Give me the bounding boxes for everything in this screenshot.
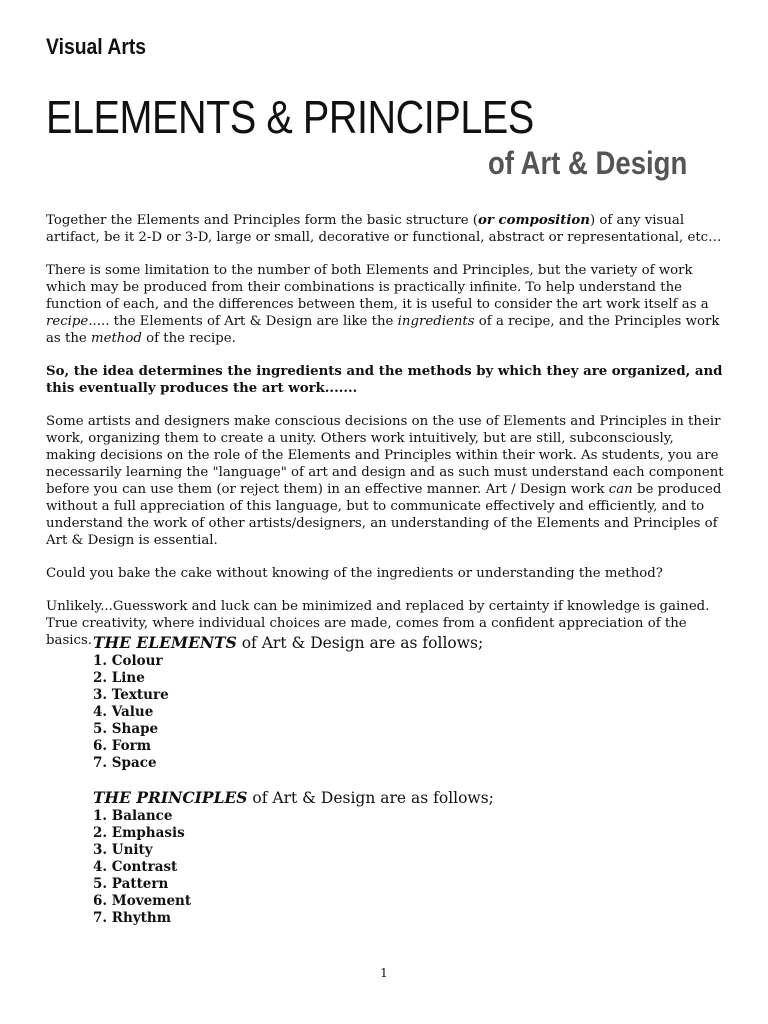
list-item: 1. Colour <box>93 653 163 669</box>
list-item: 2. Emphasis <box>93 825 185 841</box>
paragraph-3-bold: So, the idea determines the ingredients and the methods by which they are organized, and this eventually produces the art work....... <box>46 364 723 396</box>
paragraph-1 <box>46 212 726 246</box>
list-item: 5. Pattern <box>93 876 169 892</box>
header-label: Visual Arts <box>46 34 147 59</box>
paragraph-3 <box>46 363 726 397</box>
paragraph-1-emphasis: or composition <box>477 213 590 228</box>
paragraph-1-text-a: Together the Elements and Principles form the basic structure ( <box>46 213 478 228</box>
principles-heading-rest: of Art & Design are as follows; <box>247 789 494 807</box>
page-subtitle: of Art & Design <box>488 145 688 181</box>
principles-list <box>93 808 693 927</box>
body-text <box>46 212 726 665</box>
list-item: 6. Movement <box>93 893 192 909</box>
list-item: 7. Space <box>93 755 157 771</box>
paragraph-4 <box>46 413 726 549</box>
paragraph-2-emphasis-ingredients: ingredients <box>397 314 475 329</box>
paragraph-5: Could you bake the cake without knowing of the ingredients or understanding the method? <box>46 566 663 581</box>
paragraph-1-text-b: ) of any visual artifact, be it 2-D or 3-D, large or small, decorative or functional, abstract or representational, etc… <box>46 213 722 245</box>
list-item: 3. Unity <box>93 842 153 858</box>
paragraph-4-text-b: be produced without a full appreciation of this language, but to communicate effectively and efficiently, and to understand the work of other artists/designers, an understanding of the Elements and Principles of Art & Design is essential. <box>46 482 722 548</box>
list-item: 7. Rhythm <box>93 910 172 926</box>
paragraph-6: Unlikely...Guesswork and luck can be minimized and replaced by certainty if knowledge is gained. True creativity, where individual choices are made, comes from a confident appreciation of the basics. <box>46 599 710 648</box>
page-number: 1 <box>380 966 388 980</box>
lists-section <box>93 633 693 943</box>
list-item: 3. Texture <box>93 687 169 703</box>
elements-heading-emphasis: THE ELEMENTS <box>93 633 237 652</box>
principles-heading-emphasis: THE PRINCIPLES <box>93 788 248 807</box>
elements-heading-rest: of Art & Design are as follows; <box>236 634 484 652</box>
list-item: 5. Shape <box>93 721 159 737</box>
list-item: 4. Contrast <box>93 859 178 875</box>
elements-list <box>93 653 693 772</box>
paragraph-2 <box>46 262 726 347</box>
list-item: 6. Form <box>93 738 152 754</box>
list-item: 4. Value <box>93 704 154 720</box>
list-item: 1. Balance <box>93 808 173 824</box>
paragraph-2-emphasis-recipe: recipe <box>46 314 89 329</box>
paragraph-2-text-c: of a recipe, and the Principles work as the <box>46 314 720 346</box>
elements-heading <box>93 633 693 652</box>
paragraph-4-emphasis: can <box>608 482 633 497</box>
principles-heading <box>93 788 693 807</box>
list-item: 2. Line <box>93 670 145 686</box>
paragraph-2-text-a: There is some limitation to the number of both Elements and Principles, but the variety of work which may be produced from their combinations is practically infinite. To help understand the function of each, and the differences between them, it is useful to consider the art work itself as a <box>46 263 709 312</box>
paragraph-2-text-d: of the recipe. <box>141 331 236 346</box>
page-title: ELEMENTS & PRINCIPLES <box>46 91 534 143</box>
paragraph-2-emphasis-method: method <box>90 331 142 346</box>
paragraph-2-text-b: ..... the Elements of Art & Design are like the <box>88 314 398 329</box>
paragraph-4-text-a: Some artists and designers make conscious decisions on the use of Elements and Principles in their work, organizing them to create a unity. Others work intuitively, but are still, subconsciously, making decisions on the role of the Elements and Principles within their work. As students, you are necessarily learning the "language" of art and design and as such must understand each component before you can use them (or reject them) in an effective manner. Art / Design work <box>46 414 724 497</box>
